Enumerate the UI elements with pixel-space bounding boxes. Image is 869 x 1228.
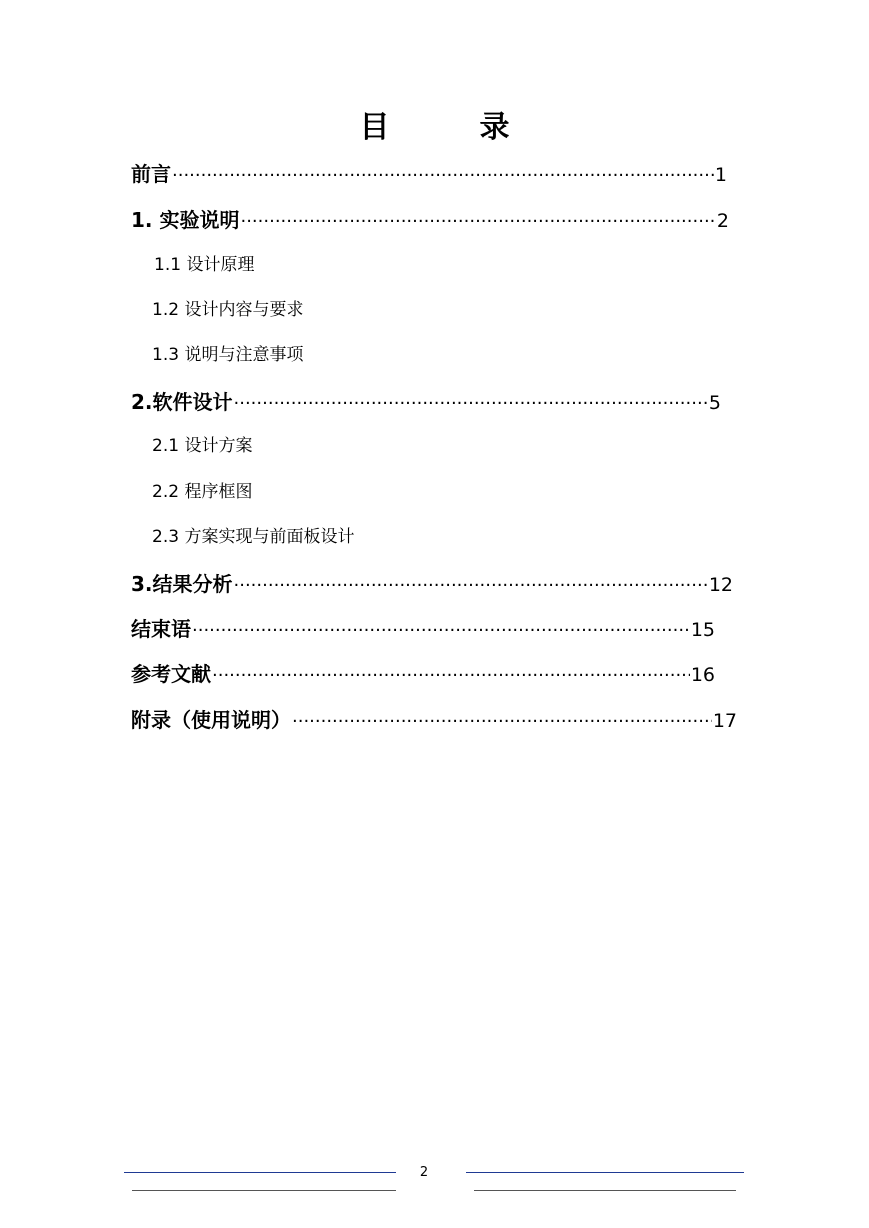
toc-entry-conclusion[interactable] — [131, 615, 715, 643]
toc-entry-page: 1 — [714, 164, 727, 186]
toc-entry-page: 5 — [708, 392, 721, 414]
toc-entry-software[interactable] — [131, 388, 721, 416]
toc-entry-1-1[interactable] — [154, 252, 254, 278]
toc-leader-dots — [172, 162, 714, 188]
toc-entry-page: 17 — [712, 710, 737, 732]
toc-leader-dots — [292, 708, 712, 734]
toc-entry-experiment[interactable] — [131, 206, 729, 234]
toc-entry-page: 16 — [690, 664, 715, 686]
toc-entry-page: 2 — [716, 210, 729, 232]
toc-entry-results[interactable] — [131, 570, 733, 598]
footer-rule-left-bottom — [132, 1190, 396, 1191]
footer-rule-left-top — [124, 1172, 396, 1173]
toc-entry-2-3[interactable] — [152, 524, 354, 550]
toc-leader-dots — [234, 390, 708, 416]
toc-title: 目 录 — [359, 110, 540, 145]
toc-leader-dots — [212, 662, 690, 688]
toc-leader-dots — [240, 208, 715, 234]
toc-entry-appendix[interactable] — [131, 706, 737, 734]
toc-entry-page: 12 — [708, 574, 733, 596]
toc-entry-label: 2.软件设计 — [131, 390, 233, 414]
footer-rule-right-bottom — [474, 1190, 736, 1191]
toc-entry-label: 参考文献 — [131, 662, 211, 686]
toc-entry-label: 2.2 程序框图 — [152, 482, 253, 502]
toc-entry-references[interactable] — [131, 660, 715, 688]
toc-entry-preface[interactable] — [131, 160, 727, 188]
toc-entry-label: 1.3 说明与注意事项 — [152, 345, 304, 365]
toc-leader-dots — [234, 572, 708, 598]
toc-entry-1-3[interactable] — [152, 342, 303, 368]
toc-entry-label: 2.3 方案实现与前面板设计 — [152, 527, 355, 547]
footer-page-number: 2 — [419, 1165, 429, 1180]
toc-leader-dots — [192, 617, 690, 643]
footer-rule-right-top — [466, 1172, 744, 1173]
toc-entry-label: 2.1 设计方案 — [152, 436, 253, 456]
toc-entry-label: 附录（使用说明） — [131, 708, 291, 732]
toc-entry-2-1[interactable] — [152, 433, 252, 459]
toc-entry-1-2[interactable] — [152, 297, 303, 323]
toc-entry-label: 1. 实验说明 — [131, 208, 240, 232]
toc-entry-page: 15 — [690, 619, 715, 641]
toc-entry-label: 前言 — [131, 162, 171, 186]
toc-entry-label: 1.2 设计内容与要求 — [152, 300, 304, 320]
toc-entry-2-2[interactable] — [152, 479, 252, 505]
toc-entry-label: 3.结果分析 — [131, 572, 233, 596]
toc-entry-label: 1.1 设计原理 — [154, 255, 255, 275]
toc-entry-label: 结束语 — [131, 617, 191, 641]
